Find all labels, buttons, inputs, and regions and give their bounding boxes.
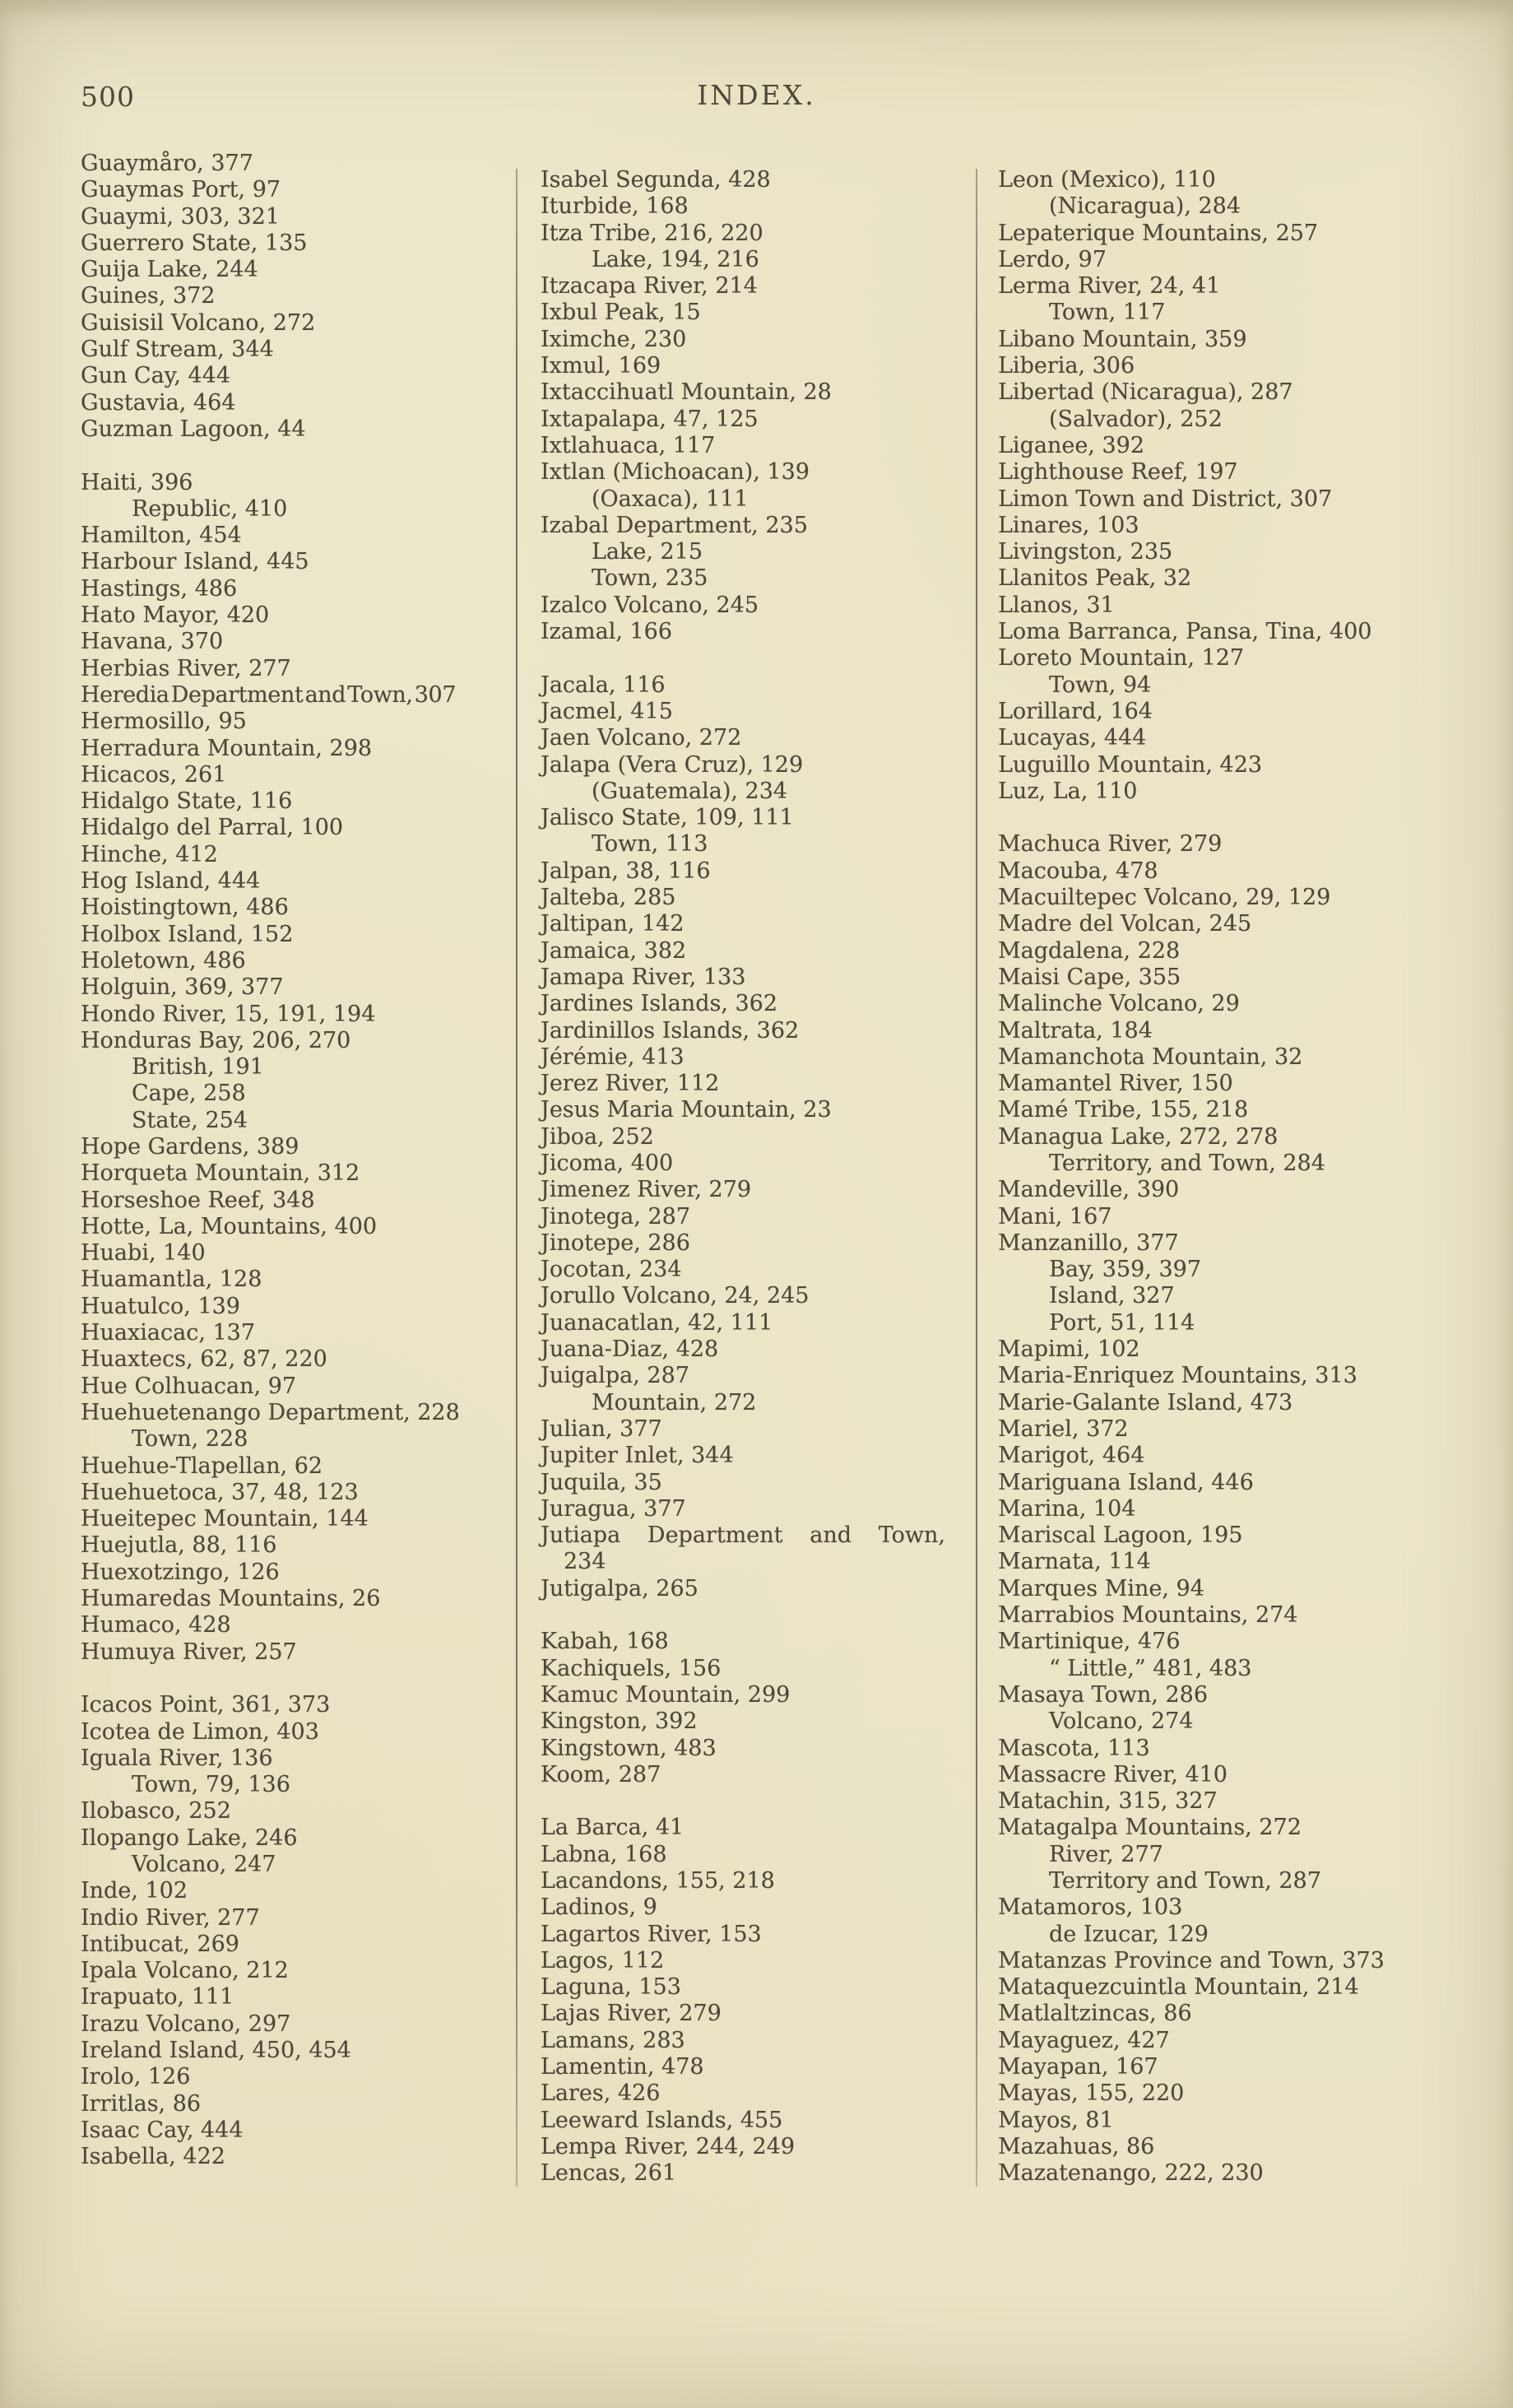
index-entry: Limon Town and District, 307 <box>998 486 1333 512</box>
index-entry: Lepaterique Mountains, 257 <box>998 220 1319 246</box>
index-entry: Jardines Islands, 362 <box>541 991 778 1017</box>
index-entry: Jicoma, 400 <box>541 1150 674 1176</box>
index-entry: Masaya Town, 286 <box>998 1681 1208 1708</box>
index-entry: Town, 228 <box>132 1426 248 1453</box>
index-entry: Jupiter Inlet, 344 <box>541 1443 734 1469</box>
index-entry: Mamantel River, 150 <box>998 1071 1233 1097</box>
index-entry: Juragua, 377 <box>541 1495 686 1522</box>
index-column <box>81 151 529 2171</box>
index-entry: Lake, 194, 216 <box>592 246 759 272</box>
index-entry: Lencas, 261 <box>541 2160 677 2187</box>
index-entry: Hondo River, 15, 191, 194 <box>81 1001 376 1027</box>
index-entry: Town, 235 <box>592 565 708 592</box>
index-entry: Volcano, 247 <box>132 1852 276 1877</box>
index-entry: Herradura Mountain, 298 <box>81 735 373 761</box>
index-entry: Magdalena, 228 <box>998 937 1181 964</box>
index-entry: Isabel Segunda, 428 <box>541 167 771 193</box>
index-entry: Marnata, 114 <box>998 1549 1151 1575</box>
index-entry: Juigalpa, 287 <box>541 1363 689 1389</box>
index-entry: Libertad (Nicaragua), 287 <box>998 379 1293 406</box>
index-entry: Jalisco State, 109, 111 <box>541 805 794 831</box>
index-entry: Horseshoe Reef, 348 <box>81 1187 315 1213</box>
index-entry: Maltrata, 184 <box>998 1017 1153 1044</box>
index-entry: Ipala Volcano, 212 <box>81 1958 289 1984</box>
index-entry: Mataquezcuintla Mountain, 214 <box>998 1974 1359 2001</box>
index-entry: Ixtapalapa, 47, 125 <box>541 406 759 432</box>
index-entry: Matachin, 315, 327 <box>998 1788 1218 1815</box>
index-entry: Hermosillo, 95 <box>81 709 247 735</box>
index-entry: Managua Lake, 272, 278 <box>998 1123 1279 1150</box>
index-entry: Leon (Mexico), 110 <box>998 167 1216 193</box>
index-entry: Huehue-Tlapellan, 62 <box>81 1453 323 1479</box>
index-entry: Lagartos River, 153 <box>541 1921 762 1947</box>
index-entry: (Salvador), 252 <box>1049 406 1223 432</box>
index-entry: Leeward Islands, 455 <box>541 2107 783 2133</box>
index-entry: Mariguana Island, 446 <box>998 1469 1254 1495</box>
entry-spacer <box>998 805 1492 831</box>
index-entry: Hato Mayor, 420 <box>81 602 270 629</box>
index-entry: Mariel, 372 <box>998 1416 1129 1442</box>
index-entry: Herbias River, 277 <box>81 655 291 681</box>
index-entry: Gustavia, 464 <box>81 389 236 416</box>
index-entry: Matlaltzincas, 86 <box>998 2001 1192 2027</box>
index-entry: Hoistingtown, 486 <box>81 895 289 921</box>
index-entry: Libano Mountain, 359 <box>998 326 1247 352</box>
index-entry: Martinique, 476 <box>998 1629 1181 1655</box>
index-entry: Julian, 377 <box>541 1416 662 1442</box>
index-entry: Jutigalpa, 265 <box>541 1575 698 1601</box>
index-entry: Guija Lake, 244 <box>81 257 258 283</box>
index-entry: Honduras Bay, 206, 270 <box>81 1027 351 1053</box>
index-entry: Huehuetenango Department, 228 <box>81 1399 460 1425</box>
index-entry: Lamans, 283 <box>541 2027 685 2053</box>
index-entry: Lighthouse Reef, 197 <box>998 459 1238 486</box>
index-entry: Intibucat, 269 <box>81 1931 239 1957</box>
index-entry: Indio River, 277 <box>81 1904 260 1931</box>
index-entry: Jesus Maria Mountain, 23 <box>541 1097 832 1123</box>
entry-spacer <box>81 443 529 469</box>
index-entry: Hicacos, 261 <box>81 761 227 788</box>
index-entry: Luz, La, 110 <box>998 778 1138 804</box>
index-entry: Lucayas, 444 <box>998 725 1147 751</box>
index-entry: Gun Cay, 444 <box>81 363 231 389</box>
index-entry: Hamilton, 454 <box>81 523 242 549</box>
index-entry: Lamentin, 478 <box>541 2054 704 2080</box>
index-entry: Maisi Cape, 355 <box>998 964 1181 990</box>
index-entry: Mazahuas, 86 <box>998 2133 1155 2159</box>
index-entry: Guisisil Volcano, 272 <box>81 309 316 336</box>
index-entry: Irritlas, 86 <box>81 2090 202 2117</box>
index-entry: Lares, 426 <box>541 2080 661 2107</box>
index-entry: Maria-Enriquez Mountains, 313 <box>998 1363 1358 1389</box>
index-entry: Volcano, 274 <box>1049 1708 1194 1735</box>
index-entry: Ixmul, 169 <box>541 353 661 379</box>
index-entry: Jamaica, 382 <box>541 937 687 964</box>
index-entry: Hue Colhuacan, 97 <box>81 1373 297 1399</box>
index-entry: Iximche, 230 <box>541 326 687 352</box>
index-entry: Macouba, 478 <box>998 858 1158 884</box>
entry-spacer <box>81 1666 529 1692</box>
index-entry: State, 254 <box>132 1107 248 1133</box>
index-entry: Isaac Cay, 444 <box>81 2117 244 2143</box>
index-entry: Jiboa, 252 <box>541 1123 654 1150</box>
index-entry: Ixbul Peak, 15 <box>541 300 701 326</box>
page-number: 500 <box>81 81 135 113</box>
index-entry: Llanos, 31 <box>998 592 1115 618</box>
index-entry: Ixtlan (Michoacan), 139 <box>541 459 810 486</box>
index-entry: Kingstown, 483 <box>541 1735 717 1761</box>
index-entry: Jardinillos Islands, 362 <box>541 1017 800 1044</box>
index-entry: Huabi, 140 <box>81 1240 206 1267</box>
index-entry: British, 191 <box>132 1054 264 1081</box>
index-entry: Lagos, 112 <box>541 1947 665 1973</box>
page-title: INDEX. <box>697 79 816 111</box>
index-entry: Manzanillo, 377 <box>998 1230 1179 1256</box>
index-entry: Huexotzingo, 126 <box>81 1559 280 1585</box>
index-entry: Izamal, 166 <box>541 619 673 645</box>
index-entry: Irazu Volcano, 297 <box>81 2011 291 2037</box>
index-entry: Matanzas Province and Town, 373 <box>998 1947 1385 1973</box>
index-entry: Matagalpa Mountains, 272 <box>998 1815 1302 1841</box>
index-entry: Mandeville, 390 <box>998 1177 1180 1203</box>
index-entry: Lacandons, 155, 218 <box>541 1868 775 1894</box>
index-entry: Koom, 287 <box>541 1761 661 1787</box>
index-entry: Ladinos, 9 <box>541 1894 657 1921</box>
index-entry: Iguala River, 136 <box>81 1745 273 1771</box>
index-entry: Kabah, 168 <box>541 1629 669 1655</box>
index-entry: Guaymåro, 377 <box>81 151 253 176</box>
index-entry: Town, 94 <box>1049 672 1152 698</box>
index-column <box>998 167 1492 2187</box>
index-entry: Matamoros, 103 <box>998 1894 1183 1921</box>
index-entry: Loreto Mountain, 127 <box>998 645 1245 672</box>
index-entry: Town, 79, 136 <box>132 1772 290 1798</box>
index-entry: Lerdo, 97 <box>998 246 1107 272</box>
index-entry: Cape, 258 <box>132 1081 246 1107</box>
entry-spacer <box>541 1602 945 1629</box>
index-entry: Inde, 102 <box>81 1878 188 1904</box>
index-entry: Mayas, 155, 220 <box>998 2080 1185 2107</box>
index-entry: de Izucar, 129 <box>1049 1921 1209 1947</box>
index-entry: Mariscal Lagoon, 195 <box>998 1522 1243 1549</box>
index-entry: Juana-Diaz, 428 <box>541 1336 719 1363</box>
index-entry: Huatulco, 139 <box>81 1293 240 1319</box>
index-entry: Mani, 167 <box>998 1203 1112 1230</box>
index-entry: Mamé Tribe, 155, 218 <box>998 1097 1249 1123</box>
index-entry: Mamanchota Mountain, 32 <box>998 1044 1303 1070</box>
index-entry: Hinche, 412 <box>81 841 218 867</box>
index-entry: Massacre River, 410 <box>998 1761 1228 1787</box>
index-entry: Hastings, 486 <box>81 575 238 602</box>
index-entry: La Barca, 41 <box>541 1815 685 1841</box>
index-entry: Mayos, 81 <box>998 2107 1114 2133</box>
index-entry: Loma Barranca, Pansa, Tina, 400 <box>998 619 1372 645</box>
index-entry: Machuca River, 279 <box>998 831 1223 858</box>
index-entry: (Guatemala), 234 <box>592 778 788 804</box>
index-entry: Jerez River, 112 <box>541 1071 720 1097</box>
index-entry: Gulf Stream, 344 <box>81 337 274 363</box>
index-entry: Guaymas Port, 97 <box>81 177 281 203</box>
index-entry: Jaen Volcano, 272 <box>541 725 742 751</box>
index-entry: Hotte, La, Mountains, 400 <box>81 1213 378 1239</box>
index-entry: Isabella, 422 <box>81 2144 225 2170</box>
index-entry: Marrabios Mountains, 274 <box>998 1602 1298 1629</box>
index-entry: (Oaxaca), 111 <box>592 486 749 512</box>
index-entry: Mazatenango, 222, 230 <box>998 2160 1264 2187</box>
index-entry: Guerrero State, 135 <box>81 230 308 256</box>
index-entry: Juquila, 35 <box>541 1469 662 1495</box>
index-entry: Mapimi, 102 <box>998 1336 1140 1363</box>
index-entry: Heredia Department and Town, 307 <box>81 681 457 708</box>
index-entry: Jacmel, 415 <box>541 698 673 724</box>
index-entry: Mayapan, 167 <box>998 2054 1158 2080</box>
index-entry: Guines, 372 <box>81 283 216 309</box>
index-entry: Jocotan, 234 <box>541 1257 682 1283</box>
index-entry: Humaredas Mountains, 26 <box>81 1586 381 1612</box>
index-entry: Marigot, 464 <box>998 1443 1145 1469</box>
index-entry: Marie-Galante Island, 473 <box>998 1389 1293 1416</box>
index-entry: Holguin, 369, 377 <box>81 974 284 1001</box>
index-entry: Jalteba, 285 <box>541 885 676 911</box>
index-entry: Huehuetoca, 37, 48, 123 <box>81 1479 359 1505</box>
index-entry: Hope Gardens, 389 <box>81 1133 299 1160</box>
entry-spacer <box>541 645 945 672</box>
index-entry: Jacala, 116 <box>541 672 666 698</box>
index-entry: Mayaguez, 427 <box>998 2027 1170 2053</box>
index-entry: Horqueta Mountain, 312 <box>81 1160 360 1187</box>
index-entry: Ilopango Lake, 246 <box>81 1825 298 1851</box>
index-entry: Lempa River, 244, 249 <box>541 2133 796 2159</box>
index-entry: Kachiquels, 156 <box>541 1655 722 1681</box>
index-entry: Icacos Point, 361, 373 <box>81 1692 331 1718</box>
index-entry: 234 <box>564 1549 606 1575</box>
index-entry: Jimenez River, 279 <box>541 1177 752 1203</box>
index-entry: Laguna, 153 <box>541 1974 681 2001</box>
index-entry: Jalpan, 38, 116 <box>541 858 711 884</box>
index-entry: Hog Island, 444 <box>81 868 261 895</box>
index-entry: Jinotega, 287 <box>541 1203 691 1230</box>
index-entry: Haiti, 396 <box>81 469 193 495</box>
index-column <box>541 167 945 2187</box>
index-entry: Itzacapa River, 214 <box>541 273 758 300</box>
index-entry: Liganee, 392 <box>998 432 1144 458</box>
index-entry: Havana, 370 <box>81 629 224 655</box>
index-entry: Holetown, 486 <box>81 947 246 974</box>
index-entry: Huaxtecs, 62, 87, 220 <box>81 1346 327 1373</box>
index-entry: Marques Mine, 94 <box>998 1575 1204 1601</box>
index-entry: Irapuato, 111 <box>81 1984 234 2011</box>
index-entry: Guzman Lagoon, 44 <box>81 416 306 442</box>
index-entry: Territory and Town, 287 <box>1049 1868 1321 1894</box>
index-entry: Izabal Department, 235 <box>541 512 808 538</box>
index-entry: Kamuc Mountain, 299 <box>541 1681 791 1708</box>
index-entry: Lerma River, 24, 41 <box>998 273 1221 300</box>
column-divider <box>976 169 977 2187</box>
index-entry: Huaxiacac, 137 <box>81 1320 256 1346</box>
index-entry: Linares, 103 <box>998 512 1139 538</box>
index-entry: Jinotepe, 286 <box>541 1230 690 1256</box>
index-entry: Humuya River, 257 <box>81 1639 297 1665</box>
index-entry: Ixtaccihuatl Mountain, 28 <box>541 379 832 406</box>
index-entry: Itza Tribe, 216, 220 <box>541 220 763 246</box>
index-entry: Irolo, 126 <box>81 2064 191 2090</box>
index-entry: Town, 117 <box>1049 300 1166 326</box>
index-entry: Llanitos Peak, 32 <box>998 565 1192 592</box>
index-entry: Hidalgo del Parral, 100 <box>81 815 344 841</box>
index-entry: Holbox Island, 152 <box>81 921 294 947</box>
index-entry: Malinche Volcano, 29 <box>998 991 1240 1017</box>
index-entry: Huejutla, 88, 116 <box>81 1532 277 1559</box>
index-entry: Kingston, 392 <box>541 1708 698 1735</box>
index-entry: Hueitepec Mountain, 144 <box>81 1506 369 1532</box>
index-entry: Ixtlahuaca, 117 <box>541 432 716 458</box>
index-entry: Lake, 215 <box>592 539 703 565</box>
index-entry: Mountain, 272 <box>592 1389 757 1416</box>
index-entry: Lajas River, 279 <box>541 2001 722 2027</box>
index-entry: Juanacatlan, 42, 111 <box>541 1309 773 1336</box>
index-entry: Mascota, 113 <box>998 1735 1150 1761</box>
index-entry: Huamantla, 128 <box>81 1267 262 1293</box>
index-entry: Ilobasco, 252 <box>81 1798 231 1825</box>
entry-spacer <box>541 1788 945 1815</box>
index-entry: Ireland Island, 450, 454 <box>81 2038 351 2064</box>
index-entry: “ Little,” 481, 483 <box>1049 1655 1252 1681</box>
index-entry: Jamapa River, 133 <box>541 964 746 990</box>
index-entry: Livingston, 235 <box>998 539 1173 565</box>
index-entry: Labna, 168 <box>541 1841 667 1867</box>
index-entry: Lorillard, 164 <box>998 698 1153 724</box>
index-entry: Marina, 104 <box>998 1495 1136 1522</box>
index-entry: Madre del Volcan, 245 <box>998 911 1252 937</box>
index-entry: Jaltipan, 142 <box>541 911 685 937</box>
index-entry: Town, 113 <box>592 831 708 858</box>
index-entry: Luguillo Mountain, 423 <box>998 751 1263 778</box>
index-entry: Island, 327 <box>1049 1283 1175 1309</box>
index-entry: Republic, 410 <box>132 495 288 522</box>
index-entry: Port, 51, 114 <box>1049 1309 1195 1336</box>
index-entry: Jérémie, 413 <box>541 1044 685 1070</box>
index-entry: (Nicaragua), 284 <box>1049 193 1241 220</box>
index-entry: Izalco Volcano, 245 <box>541 592 759 618</box>
index-entry: Bay, 359, 397 <box>1049 1257 1202 1283</box>
index-entry: Humaco, 428 <box>81 1612 231 1639</box>
index-entry: Iturbide, 168 <box>541 193 689 220</box>
index-entry: River, 277 <box>1049 1841 1163 1867</box>
index-entry: Jalapa (Vera Cruz), 129 <box>541 751 804 778</box>
index-entry: Jutiapa Department and Town, <box>541 1522 945 1549</box>
index-entry: Icotea de Limon, 403 <box>81 1718 319 1745</box>
index-entry: Guaymi, 303, 321 <box>81 203 280 230</box>
index-entry: Macuiltepec Volcano, 29, 129 <box>998 885 1331 911</box>
index-entry: Liberia, 306 <box>998 353 1135 379</box>
index-entry: Hidalgo State, 116 <box>81 788 293 815</box>
index-entry: Jorullo Volcano, 24, 245 <box>541 1283 810 1309</box>
index-entry: Harbour Island, 445 <box>81 549 309 575</box>
index-entry: Territory, and Town, 284 <box>1049 1150 1325 1176</box>
